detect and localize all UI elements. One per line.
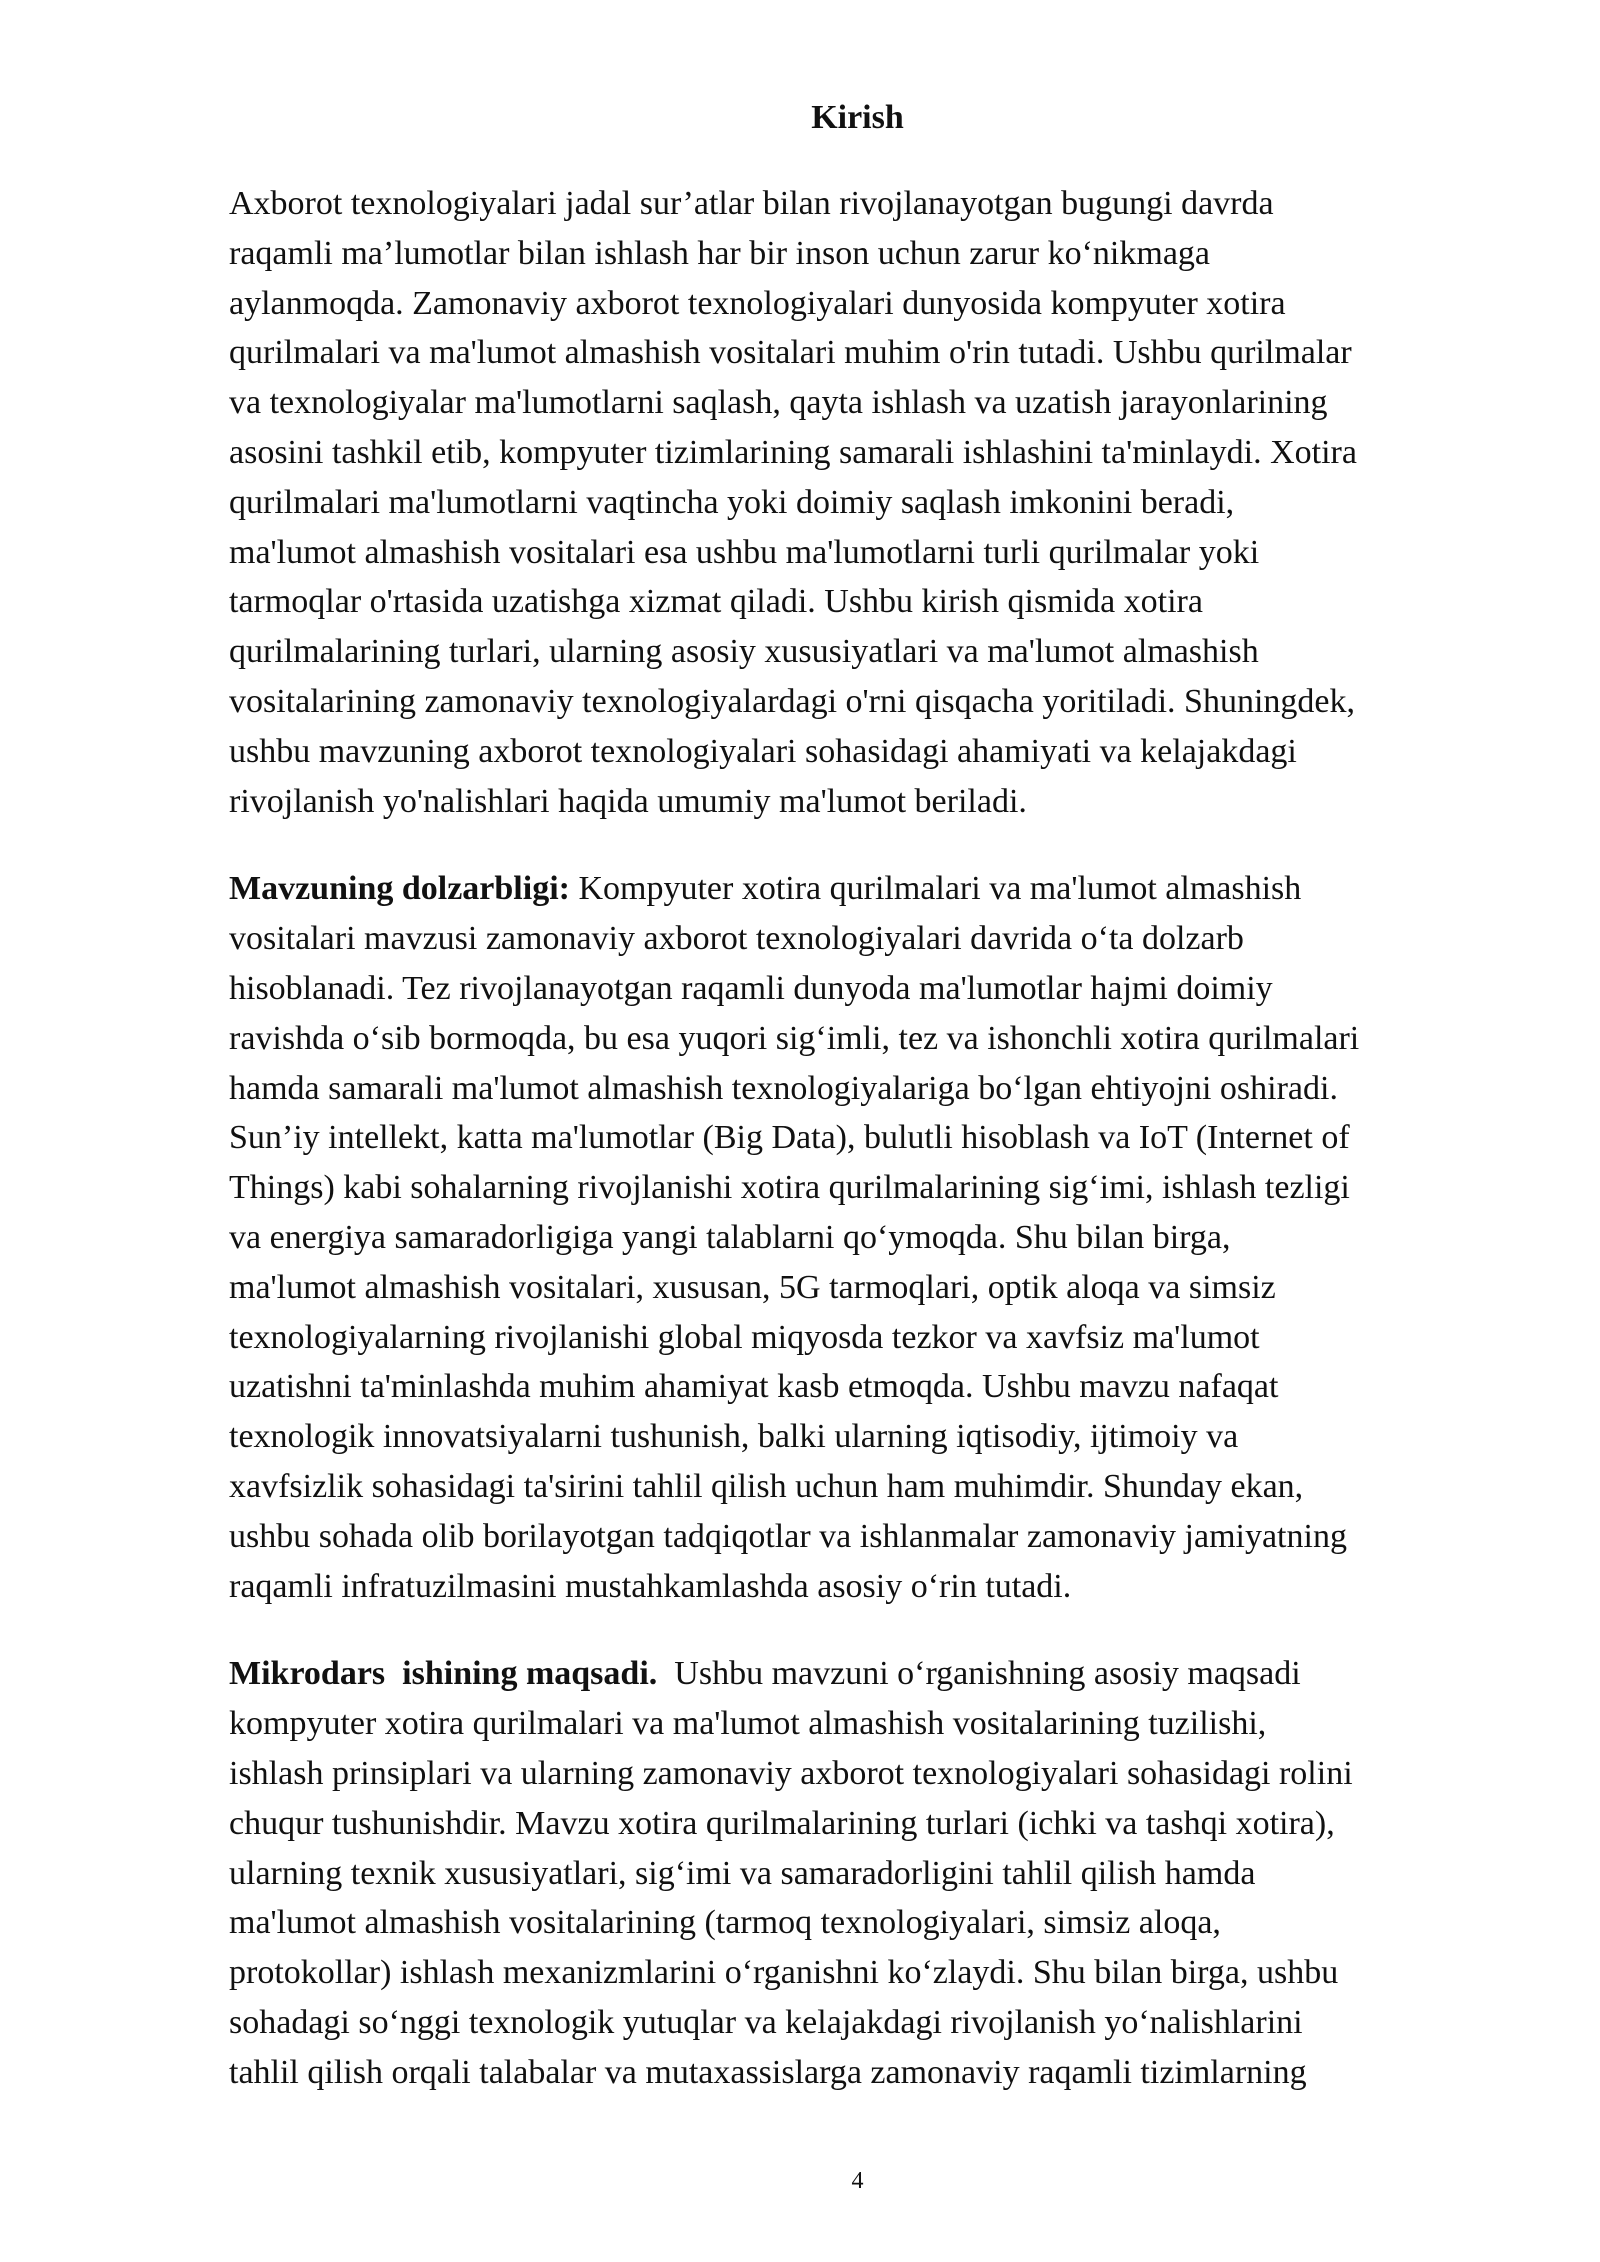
text-line: chuqur tushunishdir. Mavzu xotira qurilmalarining turlari (ichki va tashqi xotira), [229, 1804, 1335, 1842]
text-line: qurilmalarining turlari, ularning asosiy xususiyatlari va ma'lumot almashish [229, 633, 1259, 671]
text-line: rivojlanish yo'nalishlari haqida umumiy ma'lumot beriladi. [229, 782, 1027, 820]
text-line: protokollar) ishlash mexanizmlarini o‘rganishni ko‘zlaydi. Shu bilan birga, ushbu [229, 1954, 1339, 1992]
page-title: Kirish [811, 99, 904, 136]
text-line: raqamli ma’lumotlar bilan ishlash har bir inson uchun zarur ko‘nikmaga [229, 234, 1211, 272]
page-number: 4 [851, 2168, 864, 2194]
text-line: raqamli infratuzilmasini mustahkamlashda asosiy o‘rin tutadi. [229, 1567, 1072, 1605]
text-line: hamda samarali ma'lumot almashish texnologiyalariga bo‘lgan ehtiyojni oshiradi. [229, 1069, 1338, 1107]
goal-paragraph [229, 1649, 1544, 2097]
relevance-heading: Mavzuning dolzarbligi: [229, 870, 570, 908]
text-line: qurilmalari va ma'lumot almashish vositalari muhim o'rin tutadi. Ushbu qurilmalar [229, 334, 1352, 372]
text-line: vositalarining zamonaviy texnologiyalardagi o'rni qisqacha yoritiladi. Shuningdek, [229, 682, 1355, 720]
text-fragment: Ushbu mavzuni o‘rganishning asosiy maqsadi [657, 1655, 1301, 1693]
relevance-paragraph [229, 864, 1544, 1611]
text-line: sohadagi so‘nggi texnologik yutuqlar va kelajakdagi rivojlanish yo‘nalishlarini [229, 2003, 1303, 2041]
text-line: Things) kabi sohalarning rivojlanishi xotira qurilmalarining sig‘imi, ishlash tezligi [229, 1169, 1350, 1207]
text-line: va energiya samaradorligiga yangi talablarni qo‘ymoqda. Shu bilan birga, [229, 1218, 1231, 1256]
text-line: vositalari mavzusi zamonaviy axborot texnologiyalari davrida o‘ta dolzarb [229, 920, 1244, 958]
text-line: Sun’iy intellekt, katta ma'lumotlar (Big Data), bulutli hisoblash va IoT (Internet of [229, 1119, 1350, 1157]
text-line: texnologiyalarning rivojlanishi global miqyosda tezkor va xavfsiz ma'lumot [229, 1318, 1260, 1356]
goal-heading: Mikrodars ishining maqsadi. [229, 1655, 658, 1693]
document-body [229, 179, 1544, 2097]
text-line: ravishda o‘sib bormoqda, bu esa yuqori sig‘imli, tez va ishonchli xotira qurilmalari [229, 1019, 1360, 1057]
text-line: tarmoqlar o'rtasida uzatishga xizmat qiladi. Ushbu kirish qismida xotira [229, 583, 1203, 621]
text-line: ularning texnik xususiyatlari, sig‘imi va samaradorligini tahlil qilish hamda [229, 1854, 1256, 1892]
text-line: hisoblanadi. Tez rivojlanayotgan raqamli dunyoda ma'lumotlar hajmi doimiy [229, 969, 1273, 1007]
text-line: Axborot texnologiyalari jadal sur’atlar bilan rivojlanayotgan bugungi davrda [229, 185, 1274, 222]
intro-paragraph [229, 179, 1544, 826]
text-line: ma'lumot almashish vositalarining (tarmoq texnologiyalari, simsiz aloqa, [229, 1904, 1221, 1942]
text-line: ushbu mavzuning axborot texnologiyalari sohasidagi ahamiyati va kelajakdagi [229, 732, 1297, 770]
text-line: ma'lumot almashish vositalari esa ushbu ma'lumotlarni turli qurilmalar yoki [229, 533, 1260, 571]
text-line: ishlash prinsiplari va ularning zamonaviy axborot texnologiyalari sohasidagi rolini [229, 1754, 1353, 1792]
text-line: aylanmoqda. Zamonaviy axborot texnologiyalari dunyosida kompyuter xotira [229, 284, 1286, 322]
text-fragment: Kompyuter xotira qurilmalari va ma'lumot almashish [569, 870, 1302, 908]
text-line: xavfsizlik sohasidagi ta'sirini tahlil qilish uchun ham muhimdir. Shunday ekan, [229, 1467, 1304, 1505]
text-line: tahlil qilish orqali talabalar va mutaxassislarga zamonaviy raqamli tizimlarning [229, 2053, 1307, 2091]
text-line: ma'lumot almashish vositalari, xususan, 5G tarmoqlari, optik aloqa va simsiz [229, 1268, 1276, 1306]
text-line: va texnologiyalar ma'lumotlarni saqlash, qayta ishlash va uzatish jarayonlarining [229, 384, 1328, 422]
text-line: ushbu sohada olib borilayotgan tadqiqotlar va ishlanmalar zamonaviy jamiyatning [229, 1517, 1347, 1555]
text-line [229, 1649, 1544, 1699]
text-line: qurilmalari ma'lumotlarni vaqtincha yoki doimiy saqlash imkonini beradi, [229, 483, 1235, 521]
text-line: kompyuter xotira qurilmalari va ma'lumot almashish vositalarining tuzilishi, [229, 1705, 1267, 1743]
text-line: texnologik innovatsiyalarni tushunish, balki ularning iqtisodiy, ijtimoiy va [229, 1418, 1239, 1456]
text-line [229, 864, 1544, 914]
text-line: asosini tashkil etib, kompyuter tizimlarining samarali ishlashini ta'minlaydi. Xotira [229, 433, 1357, 471]
text-line: uzatishni ta'minlashda muhim ahamiyat kasb etmoqda. Ushbu mavzu nafaqat [229, 1368, 1279, 1406]
